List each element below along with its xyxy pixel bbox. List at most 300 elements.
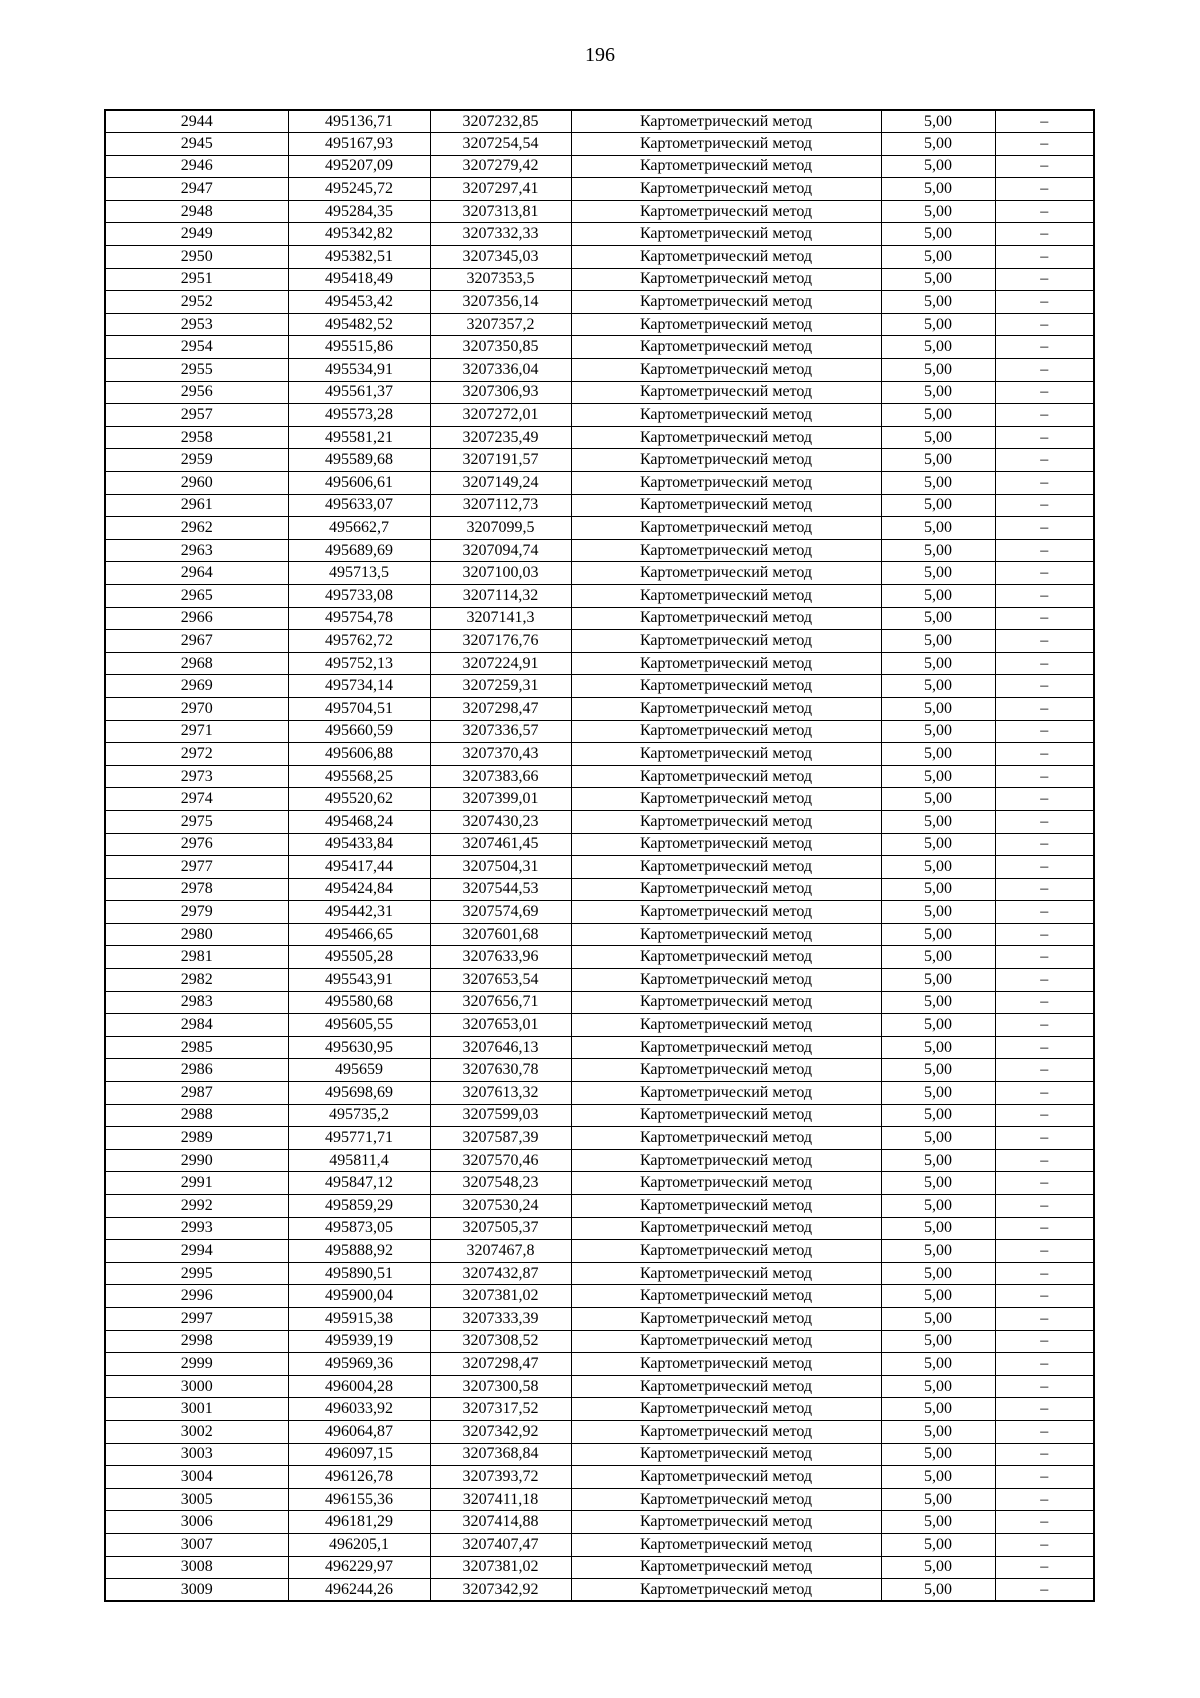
y-coordinate-cell: 3207461,45 bbox=[430, 833, 571, 856]
x-coordinate-cell: 495698,69 bbox=[288, 1082, 430, 1105]
accuracy-cell: 5,00 bbox=[881, 856, 995, 879]
table-row bbox=[105, 1217, 1094, 1240]
accuracy-cell: 5,00 bbox=[881, 810, 995, 833]
y-coordinate-cell: 3207313,81 bbox=[430, 200, 571, 223]
x-coordinate-cell: 495606,61 bbox=[288, 472, 430, 495]
y-coordinate-cell: 3207353,5 bbox=[430, 268, 571, 291]
method-cell: Картометрический метод bbox=[571, 1420, 881, 1443]
description-cell: – bbox=[995, 1330, 1094, 1353]
accuracy-cell: 5,00 bbox=[881, 1556, 995, 1579]
x-coordinate-cell: 495418,49 bbox=[288, 268, 430, 291]
description-cell: – bbox=[995, 720, 1094, 743]
x-coordinate-cell: 495482,52 bbox=[288, 313, 430, 336]
y-coordinate-cell: 3207235,49 bbox=[430, 426, 571, 449]
y-coordinate-cell: 3207232,85 bbox=[430, 110, 571, 133]
accuracy-cell: 5,00 bbox=[881, 1262, 995, 1285]
method-cell: Картометрический метод bbox=[571, 110, 881, 133]
y-coordinate-cell: 3207370,43 bbox=[430, 743, 571, 766]
accuracy-cell: 5,00 bbox=[881, 1127, 995, 1150]
table-row bbox=[105, 1195, 1094, 1218]
point-number-cell: 2964 bbox=[105, 562, 288, 585]
accuracy-cell: 5,00 bbox=[881, 449, 995, 472]
description-cell: – bbox=[995, 1285, 1094, 1308]
y-coordinate-cell: 3207279,42 bbox=[430, 155, 571, 178]
table-row bbox=[105, 381, 1094, 404]
y-coordinate-cell: 3207432,87 bbox=[430, 1262, 571, 1285]
accuracy-cell: 5,00 bbox=[881, 562, 995, 585]
method-cell: Картометрический метод bbox=[571, 1443, 881, 1466]
description-cell: – bbox=[995, 697, 1094, 720]
table-row bbox=[105, 268, 1094, 291]
description-cell: – bbox=[995, 1036, 1094, 1059]
accuracy-cell: 5,00 bbox=[881, 1036, 995, 1059]
x-coordinate-cell: 495245,72 bbox=[288, 178, 430, 201]
point-number-cell: 2971 bbox=[105, 720, 288, 743]
x-coordinate-cell: 495733,08 bbox=[288, 584, 430, 607]
x-coordinate-cell: 495713,5 bbox=[288, 562, 430, 585]
y-coordinate-cell: 3207336,04 bbox=[430, 359, 571, 382]
x-coordinate-cell: 495660,59 bbox=[288, 720, 430, 743]
description-cell: – bbox=[995, 923, 1094, 946]
method-cell: Картометрический метод bbox=[571, 630, 881, 653]
description-cell: – bbox=[995, 359, 1094, 382]
point-number-cell: 2980 bbox=[105, 923, 288, 946]
table-row bbox=[105, 1014, 1094, 1037]
point-number-cell: 2977 bbox=[105, 856, 288, 879]
method-cell: Картометрический метод bbox=[571, 923, 881, 946]
y-coordinate-cell: 3207381,02 bbox=[430, 1285, 571, 1308]
description-cell: – bbox=[995, 1014, 1094, 1037]
point-number-cell: 2991 bbox=[105, 1172, 288, 1195]
point-number-cell: 2993 bbox=[105, 1217, 288, 1240]
table-row bbox=[105, 675, 1094, 698]
table-row bbox=[105, 584, 1094, 607]
description-cell: – bbox=[995, 494, 1094, 517]
point-number-cell: 2994 bbox=[105, 1240, 288, 1263]
description-cell: – bbox=[995, 246, 1094, 269]
method-cell: Картометрический метод bbox=[571, 336, 881, 359]
y-coordinate-cell: 3207548,23 bbox=[430, 1172, 571, 1195]
x-coordinate-cell: 495561,37 bbox=[288, 381, 430, 404]
method-cell: Картометрический метод bbox=[571, 1082, 881, 1105]
description-cell: – bbox=[995, 1172, 1094, 1195]
point-number-cell: 2963 bbox=[105, 539, 288, 562]
x-coordinate-cell: 495581,21 bbox=[288, 426, 430, 449]
point-number-cell: 2985 bbox=[105, 1036, 288, 1059]
table-row bbox=[105, 313, 1094, 336]
table-row bbox=[105, 969, 1094, 992]
y-coordinate-cell: 3207411,18 bbox=[430, 1488, 571, 1511]
x-coordinate-cell: 495633,07 bbox=[288, 494, 430, 517]
accuracy-cell: 5,00 bbox=[881, 1172, 995, 1195]
description-cell: – bbox=[995, 1466, 1094, 1489]
method-cell: Картометрический метод bbox=[571, 697, 881, 720]
accuracy-cell: 5,00 bbox=[881, 1353, 995, 1376]
accuracy-cell: 5,00 bbox=[881, 1375, 995, 1398]
accuracy-cell: 5,00 bbox=[881, 1285, 995, 1308]
y-coordinate-cell: 3207414,88 bbox=[430, 1511, 571, 1534]
x-coordinate-cell: 496126,78 bbox=[288, 1466, 430, 1489]
x-coordinate-cell: 495735,2 bbox=[288, 1104, 430, 1127]
x-coordinate-cell: 495752,13 bbox=[288, 652, 430, 675]
y-coordinate-cell: 3207633,96 bbox=[430, 946, 571, 969]
point-number-cell: 2987 bbox=[105, 1082, 288, 1105]
point-number-cell: 2946 bbox=[105, 155, 288, 178]
x-coordinate-cell: 495520,62 bbox=[288, 788, 430, 811]
y-coordinate-cell: 3207613,32 bbox=[430, 1082, 571, 1105]
method-cell: Картометрический метод bbox=[571, 381, 881, 404]
point-number-cell: 2990 bbox=[105, 1149, 288, 1172]
point-number-cell: 2979 bbox=[105, 901, 288, 924]
description-cell: – bbox=[995, 607, 1094, 630]
description-cell: – bbox=[995, 1488, 1094, 1511]
x-coordinate-cell: 495890,51 bbox=[288, 1262, 430, 1285]
description-cell: – bbox=[995, 562, 1094, 585]
point-number-cell: 2981 bbox=[105, 946, 288, 969]
y-coordinate-cell: 3207333,39 bbox=[430, 1307, 571, 1330]
method-cell: Картометрический метод bbox=[571, 969, 881, 992]
x-coordinate-cell: 495167,93 bbox=[288, 133, 430, 156]
point-number-cell: 2983 bbox=[105, 991, 288, 1014]
point-number-cell: 3004 bbox=[105, 1466, 288, 1489]
description-cell: – bbox=[995, 675, 1094, 698]
table-row bbox=[105, 494, 1094, 517]
table-row bbox=[105, 901, 1094, 924]
table-row bbox=[105, 178, 1094, 201]
description-cell: – bbox=[995, 539, 1094, 562]
method-cell: Картометрический метод bbox=[571, 178, 881, 201]
table-row bbox=[105, 810, 1094, 833]
accuracy-cell: 5,00 bbox=[881, 313, 995, 336]
description-cell: – bbox=[995, 291, 1094, 314]
table-row bbox=[105, 1172, 1094, 1195]
y-coordinate-cell: 3207356,14 bbox=[430, 291, 571, 314]
x-coordinate-cell: 495811,4 bbox=[288, 1149, 430, 1172]
x-coordinate-cell: 495630,95 bbox=[288, 1036, 430, 1059]
table-row bbox=[105, 155, 1094, 178]
method-cell: Картометрический метод bbox=[571, 1014, 881, 1037]
table-row bbox=[105, 1579, 1094, 1602]
x-coordinate-cell: 495589,68 bbox=[288, 449, 430, 472]
table-row bbox=[105, 1353, 1094, 1376]
y-coordinate-cell: 3207272,01 bbox=[430, 404, 571, 427]
method-cell: Картометрический метод bbox=[571, 652, 881, 675]
description-cell: – bbox=[995, 652, 1094, 675]
y-coordinate-cell: 3207100,03 bbox=[430, 562, 571, 585]
y-coordinate-cell: 3207587,39 bbox=[430, 1127, 571, 1150]
method-cell: Картометрический метод bbox=[571, 743, 881, 766]
method-cell: Картометрический метод bbox=[571, 449, 881, 472]
x-coordinate-cell: 495568,25 bbox=[288, 765, 430, 788]
table-row bbox=[105, 1375, 1094, 1398]
description-cell: – bbox=[995, 946, 1094, 969]
description-cell: – bbox=[995, 788, 1094, 811]
table-row bbox=[105, 652, 1094, 675]
y-coordinate-cell: 3207599,03 bbox=[430, 1104, 571, 1127]
method-cell: Картометрический метод bbox=[571, 494, 881, 517]
x-coordinate-cell: 495847,12 bbox=[288, 1172, 430, 1195]
method-cell: Картометрический метод bbox=[571, 1375, 881, 1398]
y-coordinate-cell: 3207112,73 bbox=[430, 494, 571, 517]
table-row bbox=[105, 1398, 1094, 1421]
accuracy-cell: 5,00 bbox=[881, 336, 995, 359]
method-cell: Картометрический метод bbox=[571, 359, 881, 382]
y-coordinate-cell: 3207407,47 bbox=[430, 1533, 571, 1556]
method-cell: Картометрический метод bbox=[571, 1149, 881, 1172]
accuracy-cell: 5,00 bbox=[881, 1511, 995, 1534]
point-number-cell: 3007 bbox=[105, 1533, 288, 1556]
method-cell: Картометрический метод bbox=[571, 223, 881, 246]
method-cell: Картометрический метод bbox=[571, 246, 881, 269]
table-row bbox=[105, 743, 1094, 766]
accuracy-cell: 5,00 bbox=[881, 155, 995, 178]
coordinates-table bbox=[104, 109, 1095, 1602]
x-coordinate-cell: 495915,38 bbox=[288, 1307, 430, 1330]
x-coordinate-cell: 495662,7 bbox=[288, 517, 430, 540]
y-coordinate-cell: 3207656,71 bbox=[430, 991, 571, 1014]
y-coordinate-cell: 3207574,69 bbox=[430, 901, 571, 924]
point-number-cell: 2997 bbox=[105, 1307, 288, 1330]
y-coordinate-cell: 3207350,85 bbox=[430, 336, 571, 359]
table-row bbox=[105, 697, 1094, 720]
description-cell: – bbox=[995, 381, 1094, 404]
accuracy-cell: 5,00 bbox=[881, 1082, 995, 1105]
x-coordinate-cell: 495573,28 bbox=[288, 404, 430, 427]
x-coordinate-cell: 495969,36 bbox=[288, 1353, 430, 1376]
x-coordinate-cell: 495284,35 bbox=[288, 200, 430, 223]
description-cell: – bbox=[995, 336, 1094, 359]
point-number-cell: 3005 bbox=[105, 1488, 288, 1511]
method-cell: Картометрический метод bbox=[571, 1533, 881, 1556]
y-coordinate-cell: 3207342,92 bbox=[430, 1579, 571, 1602]
point-number-cell: 2969 bbox=[105, 675, 288, 698]
table-row bbox=[105, 1443, 1094, 1466]
accuracy-cell: 5,00 bbox=[881, 1579, 995, 1602]
point-number-cell: 2952 bbox=[105, 291, 288, 314]
table-row bbox=[105, 1488, 1094, 1511]
method-cell: Картометрический метод bbox=[571, 991, 881, 1014]
y-coordinate-cell: 3207298,47 bbox=[430, 1353, 571, 1376]
accuracy-cell: 5,00 bbox=[881, 743, 995, 766]
x-coordinate-cell: 495900,04 bbox=[288, 1285, 430, 1308]
x-coordinate-cell: 495534,91 bbox=[288, 359, 430, 382]
y-coordinate-cell: 3207393,72 bbox=[430, 1466, 571, 1489]
accuracy-cell: 5,00 bbox=[881, 223, 995, 246]
accuracy-cell: 5,00 bbox=[881, 1330, 995, 1353]
description-cell: – bbox=[995, 133, 1094, 156]
point-number-cell: 2989 bbox=[105, 1127, 288, 1150]
description-cell: – bbox=[995, 1353, 1094, 1376]
table-row bbox=[105, 720, 1094, 743]
table-row bbox=[105, 1036, 1094, 1059]
accuracy-cell: 5,00 bbox=[881, 178, 995, 201]
point-number-cell: 2965 bbox=[105, 584, 288, 607]
method-cell: Картометрический метод bbox=[571, 1488, 881, 1511]
y-coordinate-cell: 3207149,24 bbox=[430, 472, 571, 495]
point-number-cell: 2970 bbox=[105, 697, 288, 720]
y-coordinate-cell: 3207191,57 bbox=[430, 449, 571, 472]
accuracy-cell: 5,00 bbox=[881, 1240, 995, 1263]
y-coordinate-cell: 3207368,84 bbox=[430, 1443, 571, 1466]
x-coordinate-cell: 495466,65 bbox=[288, 923, 430, 946]
description-cell: – bbox=[995, 110, 1094, 133]
description-cell: – bbox=[995, 584, 1094, 607]
table-row bbox=[105, 472, 1094, 495]
method-cell: Картометрический метод bbox=[571, 584, 881, 607]
accuracy-cell: 5,00 bbox=[881, 200, 995, 223]
x-coordinate-cell: 495468,24 bbox=[288, 810, 430, 833]
table-row bbox=[105, 1307, 1094, 1330]
y-coordinate-cell: 3207646,13 bbox=[430, 1036, 571, 1059]
description-cell: – bbox=[995, 1533, 1094, 1556]
y-coordinate-cell: 3207094,74 bbox=[430, 539, 571, 562]
accuracy-cell: 5,00 bbox=[881, 268, 995, 291]
y-coordinate-cell: 3207254,54 bbox=[430, 133, 571, 156]
description-cell: – bbox=[995, 856, 1094, 879]
point-number-cell: 2978 bbox=[105, 878, 288, 901]
x-coordinate-cell: 495888,92 bbox=[288, 1240, 430, 1263]
point-number-cell: 2944 bbox=[105, 110, 288, 133]
point-number-cell: 3003 bbox=[105, 1443, 288, 1466]
accuracy-cell: 5,00 bbox=[881, 381, 995, 404]
coordinates-table-body bbox=[105, 110, 1094, 1601]
method-cell: Картометрический метод bbox=[571, 404, 881, 427]
x-coordinate-cell: 496181,29 bbox=[288, 1511, 430, 1534]
description-cell: – bbox=[995, 1127, 1094, 1150]
table-row bbox=[105, 833, 1094, 856]
x-coordinate-cell: 495762,72 bbox=[288, 630, 430, 653]
x-coordinate-cell: 495580,68 bbox=[288, 991, 430, 1014]
y-coordinate-cell: 3207332,33 bbox=[430, 223, 571, 246]
point-number-cell: 2957 bbox=[105, 404, 288, 427]
accuracy-cell: 5,00 bbox=[881, 697, 995, 720]
point-number-cell: 2999 bbox=[105, 1353, 288, 1376]
y-coordinate-cell: 3207298,47 bbox=[430, 697, 571, 720]
accuracy-cell: 5,00 bbox=[881, 1217, 995, 1240]
table-row bbox=[105, 1104, 1094, 1127]
description-cell: – bbox=[995, 472, 1094, 495]
description-cell: – bbox=[995, 449, 1094, 472]
x-coordinate-cell: 496229,97 bbox=[288, 1556, 430, 1579]
y-coordinate-cell: 3207383,66 bbox=[430, 765, 571, 788]
page-number: 196 bbox=[585, 44, 615, 66]
method-cell: Картометрический метод bbox=[571, 472, 881, 495]
table-row bbox=[105, 946, 1094, 969]
point-number-cell: 3008 bbox=[105, 1556, 288, 1579]
table-row bbox=[105, 539, 1094, 562]
table-row bbox=[105, 426, 1094, 449]
x-coordinate-cell: 496064,87 bbox=[288, 1420, 430, 1443]
point-number-cell: 2998 bbox=[105, 1330, 288, 1353]
description-cell: – bbox=[995, 901, 1094, 924]
point-number-cell: 2959 bbox=[105, 449, 288, 472]
table-row bbox=[105, 1127, 1094, 1150]
description-cell: – bbox=[995, 765, 1094, 788]
table-row bbox=[105, 1240, 1094, 1263]
point-number-cell: 2947 bbox=[105, 178, 288, 201]
method-cell: Картометрический метод bbox=[571, 313, 881, 336]
y-coordinate-cell: 3207570,46 bbox=[430, 1149, 571, 1172]
method-cell: Картометрический метод bbox=[571, 1466, 881, 1489]
method-cell: Картометрический метод bbox=[571, 1036, 881, 1059]
method-cell: Картометрический метод bbox=[571, 1353, 881, 1376]
x-coordinate-cell: 495342,82 bbox=[288, 223, 430, 246]
table-row bbox=[105, 1330, 1094, 1353]
x-coordinate-cell: 495453,42 bbox=[288, 291, 430, 314]
x-coordinate-cell: 495207,09 bbox=[288, 155, 430, 178]
method-cell: Картометрический метод bbox=[571, 1579, 881, 1602]
accuracy-cell: 5,00 bbox=[881, 1059, 995, 1082]
point-number-cell: 2956 bbox=[105, 381, 288, 404]
method-cell: Картометрический метод bbox=[571, 810, 881, 833]
x-coordinate-cell: 495433,84 bbox=[288, 833, 430, 856]
description-cell: – bbox=[995, 426, 1094, 449]
point-number-cell: 2953 bbox=[105, 313, 288, 336]
accuracy-cell: 5,00 bbox=[881, 788, 995, 811]
method-cell: Картометрический метод bbox=[571, 155, 881, 178]
method-cell: Картометрический метод bbox=[571, 856, 881, 879]
accuracy-cell: 5,00 bbox=[881, 517, 995, 540]
method-cell: Картометрический метод bbox=[571, 1240, 881, 1263]
accuracy-cell: 5,00 bbox=[881, 1195, 995, 1218]
x-coordinate-cell: 495704,51 bbox=[288, 697, 430, 720]
accuracy-cell: 5,00 bbox=[881, 539, 995, 562]
x-coordinate-cell: 495771,71 bbox=[288, 1127, 430, 1150]
accuracy-cell: 5,00 bbox=[881, 765, 995, 788]
method-cell: Картометрический метод bbox=[571, 1398, 881, 1421]
accuracy-cell: 5,00 bbox=[881, 675, 995, 698]
method-cell: Картометрический метод bbox=[571, 878, 881, 901]
point-number-cell: 3000 bbox=[105, 1375, 288, 1398]
point-number-cell: 2955 bbox=[105, 359, 288, 382]
description-cell: – bbox=[995, 1398, 1094, 1421]
point-number-cell: 2948 bbox=[105, 200, 288, 223]
description-cell: – bbox=[995, 1307, 1094, 1330]
table-row bbox=[105, 517, 1094, 540]
method-cell: Картометрический метод bbox=[571, 1217, 881, 1240]
y-coordinate-cell: 3207224,91 bbox=[430, 652, 571, 675]
y-coordinate-cell: 3207345,03 bbox=[430, 246, 571, 269]
accuracy-cell: 5,00 bbox=[881, 1488, 995, 1511]
y-coordinate-cell: 3207544,53 bbox=[430, 878, 571, 901]
description-cell: – bbox=[995, 1059, 1094, 1082]
table-row bbox=[105, 562, 1094, 585]
method-cell: Картометрический метод bbox=[571, 200, 881, 223]
description-cell: – bbox=[995, 1556, 1094, 1579]
x-coordinate-cell: 495873,05 bbox=[288, 1217, 430, 1240]
accuracy-cell: 5,00 bbox=[881, 991, 995, 1014]
accuracy-cell: 5,00 bbox=[881, 584, 995, 607]
point-number-cell: 2968 bbox=[105, 652, 288, 675]
y-coordinate-cell: 3207530,24 bbox=[430, 1195, 571, 1218]
x-coordinate-cell: 496004,28 bbox=[288, 1375, 430, 1398]
accuracy-cell: 5,00 bbox=[881, 923, 995, 946]
method-cell: Картометрический метод bbox=[571, 765, 881, 788]
description-cell: – bbox=[995, 1082, 1094, 1105]
table-row bbox=[105, 1466, 1094, 1489]
y-coordinate-cell: 3207306,93 bbox=[430, 381, 571, 404]
table-row bbox=[105, 765, 1094, 788]
y-coordinate-cell: 3207381,02 bbox=[430, 1556, 571, 1579]
point-number-cell: 2973 bbox=[105, 765, 288, 788]
description-cell: – bbox=[995, 1262, 1094, 1285]
y-coordinate-cell: 3207176,76 bbox=[430, 630, 571, 653]
x-coordinate-cell: 495543,91 bbox=[288, 969, 430, 992]
description-cell: – bbox=[995, 1195, 1094, 1218]
accuracy-cell: 5,00 bbox=[881, 1104, 995, 1127]
point-number-cell: 2966 bbox=[105, 607, 288, 630]
x-coordinate-cell: 495382,51 bbox=[288, 246, 430, 269]
